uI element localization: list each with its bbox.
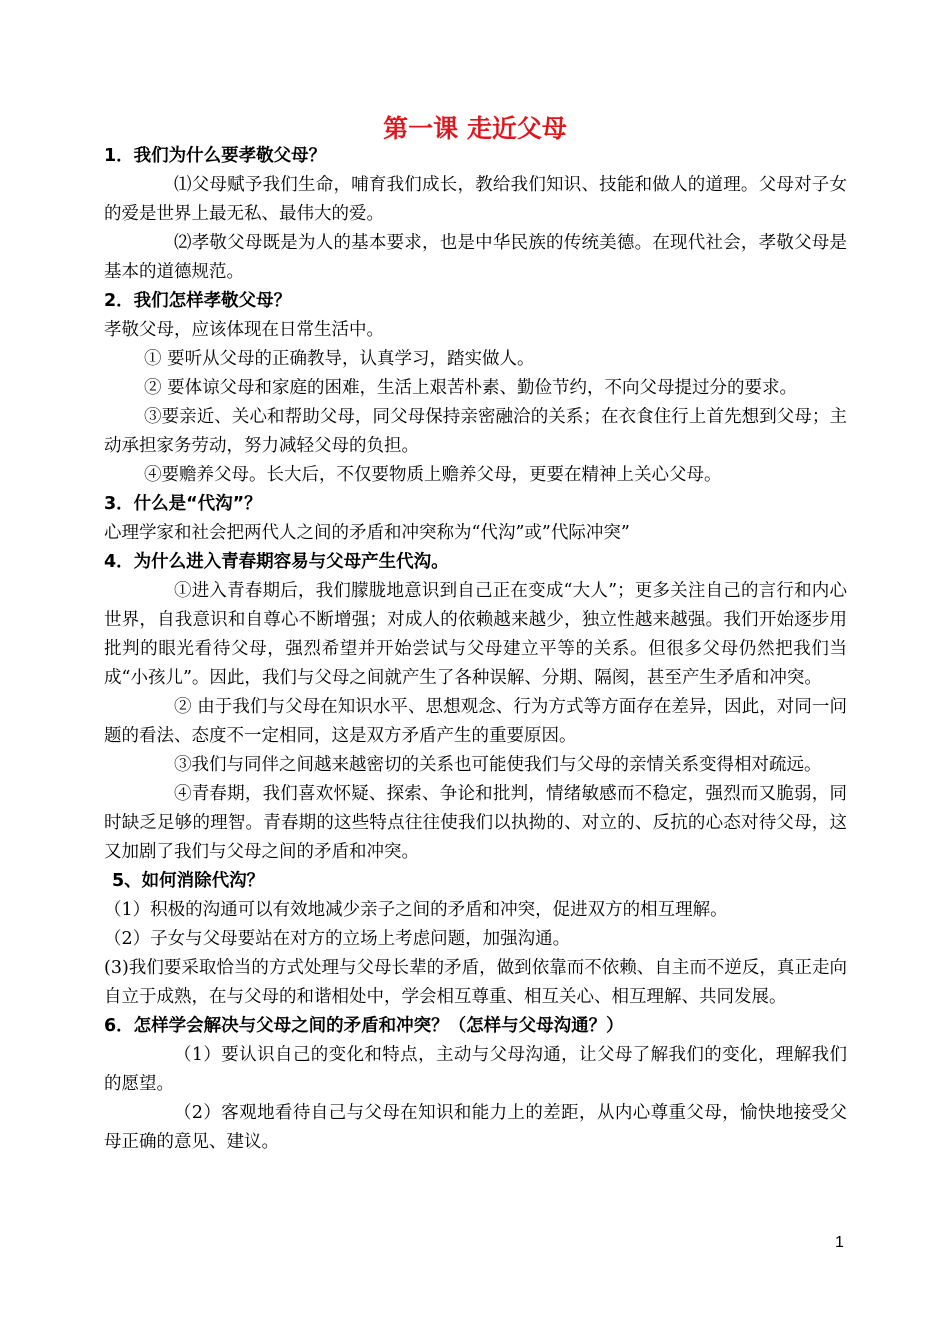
paragraph: 心理学家和社会把两代人之间的矛盾和冲突称为“代沟”或”代际冲突” xyxy=(104,523,630,543)
list-item: ② 要体谅父母和家庭的困难，生活上艰苦朴素、勤俭节约，不向父母提过分的要求。 xyxy=(144,378,798,398)
section-heading-3: 3．什么是“代沟”？ xyxy=(104,494,262,514)
document-body xyxy=(104,142,847,1157)
paragraph: ④青春期，我们喜欢怀疑、探索、争论和批判，情绪敏感而不稳定，强烈而又脆弱，同时缺乏足够的理智。青春期的这些特点往往使我们以执拗的、对立的、反抗的心态对待父母，这又加剧了我们与父母之间的矛盾和冲突。 xyxy=(104,784,847,862)
section-heading-2: 2．我们怎样孝敬父母？ xyxy=(104,291,292,311)
paragraph: ② 由于我们与父母在知识水平、思想观念、行为方式等方面存在差异，因此，对同一问题的看法、态度不一定相同，这是双方矛盾产生的重要原因。 xyxy=(104,697,847,746)
list-item: ④要赡养父母。长大后，不仅要物质上赡养父母，更要在精神上关心父母。 xyxy=(144,465,722,485)
paragraph: ⑵孝敬父母既是为人的基本要求，也是中华民族的传统美德。在现代社会，孝敬父母是基本的道德规范。 xyxy=(104,233,847,282)
list-item: ③要亲近、关心和帮助父母，同父母保持亲密融洽的关系；在衣食住行上首先想到父母；主动承担家务劳动，努力减轻父母的负担。 xyxy=(104,407,847,456)
section-heading-5: 5、如何消除代沟？ xyxy=(112,871,265,891)
section-heading-1: 1．我们为什么要孝敬父母？ xyxy=(104,146,327,166)
paragraph: （1）积极的沟通可以有效地减少亲子之间的矛盾和冲突，促进双方的相互理解。 xyxy=(104,900,728,920)
paragraph: ③我们与同伴之间越来越密切的关系也可能使我们与父母的亲情关系变得相对疏远。 xyxy=(174,755,822,775)
paragraph: （1）要认识自己的变化和特点，主动与父母沟通，让父母了解我们的变化，理解我们的愿望。 xyxy=(104,1045,847,1094)
page-title: 第一课 走近父母 xyxy=(383,114,567,143)
list-item: ① 要听从父母的正确教导，认真学习，踏实做人。 xyxy=(144,349,535,369)
section-heading-6: 6．怎样学会解决与父母之间的矛盾和冲突？（怎样与父母沟通？） xyxy=(104,1016,624,1036)
page-number: 1 xyxy=(835,1234,844,1251)
section-heading-4: 4．为什么进入青春期容易与父母产生代沟。 xyxy=(104,552,449,572)
paragraph: 孝敬父母，应该体现在日常生活中。 xyxy=(104,320,384,340)
paragraph: (3)我们要采取恰当的方式处理与父母长辈的矛盾，做到依靠而不依赖、自主而不逆反，真正走向自立于成熟，在与父母的和谐相处中，学会相互尊重、相互关心、相互理解、共同发展。 xyxy=(104,958,847,1007)
paragraph: ⑴父母赋予我们生命，哺育我们成长，教给我们知识、技能和做人的道理。父母对子女的爱是世界上最无私、最伟大的爱。 xyxy=(104,175,847,224)
paragraph: （2）子女与父母要站在对方的立场上考虑问题，加强沟通。 xyxy=(104,929,571,949)
paragraph: ①进入青春期后，我们朦胧地意识到自己正在变成“大人”；更多关注自己的言行和内心世界，自我意识和自尊心不断增强；对成人的依赖越来越少，独立性越来越强。我们开始逐步用批判的眼光看待父母，强烈希望并开始尝试与父母建立平等的关系。但很多父母仍然把我们当成“小孩儿”。因此，我们与父母之间就产生了各种误解、分期、隔阂，甚至产生矛盾和冲突。 xyxy=(104,581,847,688)
paragraph: （2）客观地看待自己与父母在知识和能力上的差距，从内心尊重父母，愉快地接受父母正确的意见、建议。 xyxy=(104,1103,847,1152)
